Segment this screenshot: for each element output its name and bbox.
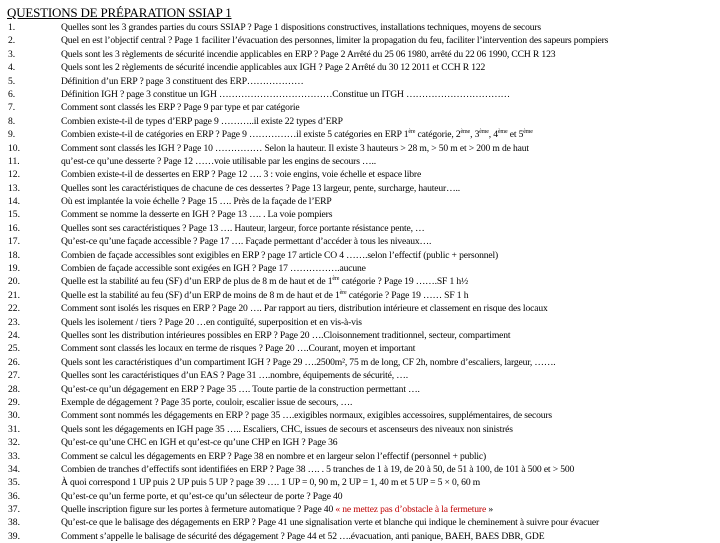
item-number: 24.: [8, 329, 20, 341]
item-number: 8.: [8, 115, 16, 127]
item-text: Quelles sont les caractéristiques d’un EAS ? Page 31 ….nombre, équipements de sécurité, ….: [61, 370, 408, 382]
item-number: 10.: [8, 142, 20, 154]
item-text: Comment sont isolés les risques en ERP ? Page 20 …. Par rapport au tiers, distribution intérieure et classement en risque des locaux: [61, 303, 548, 315]
item-number: 38.: [8, 517, 20, 529]
list-item: [0, 450, 720, 463]
item-text: Quelles sont ses caractéristiques ? Page 13 …. Hauteur, largeur, force portante résistance pente, …: [61, 222, 425, 234]
item-text: Exemple de dégagement ? Page 35 porte, couloir, escalier issue de secours, ….: [61, 396, 353, 408]
item-text: Quelle est la stabilité au feu (SF) d’un ERP de plus de 8 m de haut et de 1ère catégorie ? Page 19 …….SF 1 h½: [61, 276, 469, 288]
list-item: [0, 289, 720, 302]
list-item: [0, 168, 720, 181]
item-number: 36.: [8, 490, 20, 502]
list-item: [0, 436, 720, 449]
item-number: 2.: [8, 35, 16, 47]
list-item: [0, 262, 720, 275]
item-text: Comment sont classés les locaux en terme de risques ? Page 20 ….Courant, moyen et important: [61, 343, 416, 355]
item-number: 27.: [8, 370, 20, 382]
item-text: Combien existe-t-il de dessertes en ERP ? Page 12 …. 3 : voie engins, voie échelle et espace libre: [61, 169, 422, 181]
item-number: 20.: [8, 276, 20, 288]
item-text: Combien de tranches d’effectifs sont identifiées en ERP ? Page 38 …. . 5 tranches de 1 à 19, de 20 à 50, de 51 à 100, de 101 à 500 et > 500: [61, 463, 575, 475]
item-number: 11.: [8, 155, 20, 167]
item-text: Qu’est-ce qu’un dégagement en ERP ? Page 35 …. Toute partie de la construction permettant ….: [61, 383, 420, 395]
item-text: Comment s’appelle le balisage de sécurité des dégagement ? Page 44 et 52 ….évacuation, anti panique, BAEH, BAES DBR, GDE: [61, 530, 545, 542]
page-title: QUESTIONS DE PRÉPARATION SSIAP 1: [7, 5, 232, 20]
item-text: qu’est-ce qu’une desserte ? Page 12 ……voie utilisable par les engins de secours …..: [61, 155, 376, 167]
list-item: [0, 302, 720, 315]
list-item: [0, 316, 720, 329]
list-item: [0, 423, 720, 436]
item-text: Où est implantée la voie échelle ? Page 15 …. Près de la façade de l’ERP: [61, 196, 332, 208]
list-item: [0, 195, 720, 208]
list-item: [0, 115, 720, 128]
item-text: Définition d’un ERP ? page 3 constituent des ERP………………: [61, 75, 304, 87]
list-item: [0, 476, 720, 489]
list-item: [0, 75, 720, 88]
item-number: 37.: [8, 504, 20, 516]
item-number: 13.: [8, 182, 20, 194]
list-item: [0, 101, 720, 114]
list-item: [0, 222, 720, 235]
item-number: 12.: [8, 169, 20, 181]
item-number: 30.: [8, 410, 20, 422]
list-item: [0, 516, 720, 529]
item-text: Qu’est-ce qu’une façade accessible ? Page 17 …. Façade permettant d’accéder à tous les niveaux….: [61, 236, 432, 248]
item-number: 33.: [8, 450, 20, 462]
list-item: [0, 342, 720, 355]
item-number: 3.: [8, 48, 16, 60]
item-number: 28.: [8, 383, 20, 395]
item-text: Quelles sont les 3 grandes parties du cours SSIAP ? Page 1 dispositions constructives, installations techniques, moyens de secours: [61, 22, 542, 33]
item-number: 15.: [8, 209, 20, 221]
question-list: [0, 21, 720, 543]
item-text: Combien existe-t-il de catégories en ERP ? Page 9 ……………il existe 5 catégories en ERP 1ère catégorie, 2ème, 3ème, 4ème et 5ème: [61, 128, 533, 141]
item-text: Comment se nomme la desserte en IGH ? Page 13 …. . La voie pompiers: [61, 209, 333, 221]
list-item: [0, 208, 720, 221]
list-item: [0, 21, 720, 34]
item-text: Quels sont les 3 règlements de sécurité incendie applicables en ERP ? Page 2 Arrêté du 25 06 1980, arrêté du 22 06 1990, CCH R 123: [61, 48, 556, 60]
list-item: [0, 235, 720, 248]
item-number: 17.: [8, 236, 20, 248]
item-number: 29.: [8, 396, 20, 408]
item-text: Quel en est l’objectif central ? Page 1 faciliter l’évacuation des personnes, limiter la propagation du feu, faciliter l’intervention des sapeurs pompiers: [61, 35, 609, 47]
list-item: [0, 128, 720, 141]
item-text: Combien existe-t-il de types d’ERP page 9 ………..il existe 22 types d’ERP: [61, 115, 343, 127]
item-text: Quelles sont les distribution intérieures possibles en ERP ? Page 20 ….Cloisonnement traditionnel, secteur, compartiment: [61, 329, 511, 341]
item-text: Combien de façade accessibles sont exigibles en ERP ? page 17 article CO 4 …….selon l’effectif (public + personnel): [61, 249, 499, 261]
item-text: Quelle est la stabilité au feu (SF) d’un ERP de moins de 8 m de haut et de 1ère catégorie ? Page 19 …… SF 1 h: [61, 289, 469, 301]
item-number: 5.: [8, 75, 16, 87]
list-item: [0, 409, 720, 422]
item-text: Comment sont nommés les dégagements en ERP ? page 35 ….exigibles normaux, exigibles accessoires, supplémentaires, de secours: [61, 410, 552, 422]
item-number: 26.: [8, 356, 20, 368]
item-number: 14.: [8, 196, 20, 208]
item-number: 31.: [8, 423, 20, 435]
item-number: 9.: [8, 129, 16, 141]
item-text: Quelles sont les caractéristiques de chacune de ces dessertes ? Page 13 largeur, pente, surcharge, hauteur…..: [61, 182, 461, 194]
list-item: [0, 34, 720, 47]
item-number: 25.: [8, 343, 20, 355]
item-number: 1.: [8, 22, 16, 33]
item-number: 23.: [8, 316, 20, 328]
item-number: 16.: [8, 222, 20, 234]
list-item: [0, 275, 720, 288]
item-text: Quels sont les 2 règlements de sécurité incendie applicables aux IGH ? Page 2 Arrêté du 30 12 2011 et CCH R 122: [61, 62, 486, 74]
list-item: [0, 61, 720, 74]
list-item: [0, 396, 720, 409]
list-item: [0, 356, 720, 369]
item-text: À quoi correspond 1 UP puis 2 UP puis 5 UP ? page 39 …. 1 UP = 0, 90 m, 2 UP = 1, 40 m et 5 UP = 5 × 0, 60 m: [61, 477, 481, 489]
item-number: 19.: [8, 263, 20, 275]
list-item: [0, 369, 720, 382]
item-number: 34.: [8, 463, 20, 475]
list-item: [0, 155, 720, 168]
item-number: 6.: [8, 88, 16, 100]
item-number: 7.: [8, 102, 16, 114]
item-text: Qu’est-ce qu’un ferme porte, et qu’est-ce qu’un sélecteur de porte ? Page 40: [61, 490, 343, 502]
list-item: [0, 48, 720, 61]
item-number: 21.: [8, 289, 20, 301]
highlighted-text: « ne mettez pas d’obstacle à la fermeture: [335, 504, 487, 516]
list-item: [0, 383, 720, 396]
item-text: Quels sont les dégagements en IGH page 35 ….. Escaliers, CHC, issues de secours et ascenseurs des niveaux non sinistrés: [61, 423, 513, 435]
item-number: 22.: [8, 303, 20, 315]
item-text: Quels sont les caractéristiques d’un compartiment IGH ? Page 29 ….2500m², 75 m de long, CF 2h, nombre d’escaliers, largeur, …….: [61, 356, 556, 368]
item-text: Quels les isolement / tiers ? Page 20 …en contiguïté, superposition et en vis-à-vis: [61, 316, 362, 328]
list-item: [0, 490, 720, 503]
item-text: Combien de façade accessible sont exigées en IGH ? Page 17 …………….aucune: [61, 263, 366, 275]
item-number: 39.: [8, 530, 20, 542]
list-item: [0, 249, 720, 262]
item-text: Définition IGH ? page 3 constitue un IGH ………………………………Constitue un ITGH ……………………………: [61, 88, 510, 100]
list-item: [0, 142, 720, 155]
item-number: 35.: [8, 477, 20, 489]
list-item: [0, 503, 720, 516]
item-text: Comment se calcul les dégagements en ERP ? Page 38 en nombre et en largeur selon l’effectif (personnel + public): [61, 450, 487, 462]
item-text: Comment sont classés les IGH ? Page 10 …………… Selon la hauteur. Il existe 3 hauteurs > 28 m, > 50 m et > 200 m de haut: [61, 142, 529, 154]
list-item: [0, 530, 720, 543]
list-item: [0, 463, 720, 476]
list-item: [0, 88, 720, 101]
item-text: Qu’est-ce que le balisage des dégagements en ERP ? Page 41 une signalisation verte et blanche qui indique le cheminement à suivre pour évacuer: [61, 517, 600, 529]
item-number: 32.: [8, 437, 20, 449]
list-item: [0, 329, 720, 342]
list-item: [0, 182, 720, 195]
item-number: 18.: [8, 249, 20, 261]
item-text: Qu’est-ce qu’une CHC en IGH et qu’est-ce qu’une CHP en IGH ? Page 36: [61, 437, 338, 449]
item-text: Comment sont classés les ERP ? Page 9 par type et par catégorie: [61, 102, 300, 114]
item-text: Quelle inscription figure sur les portes à fermeture automatique ? Page 40 « ne mettez pas d’obstacle à la fermeture »: [61, 504, 493, 516]
item-number: 4.: [8, 62, 16, 74]
